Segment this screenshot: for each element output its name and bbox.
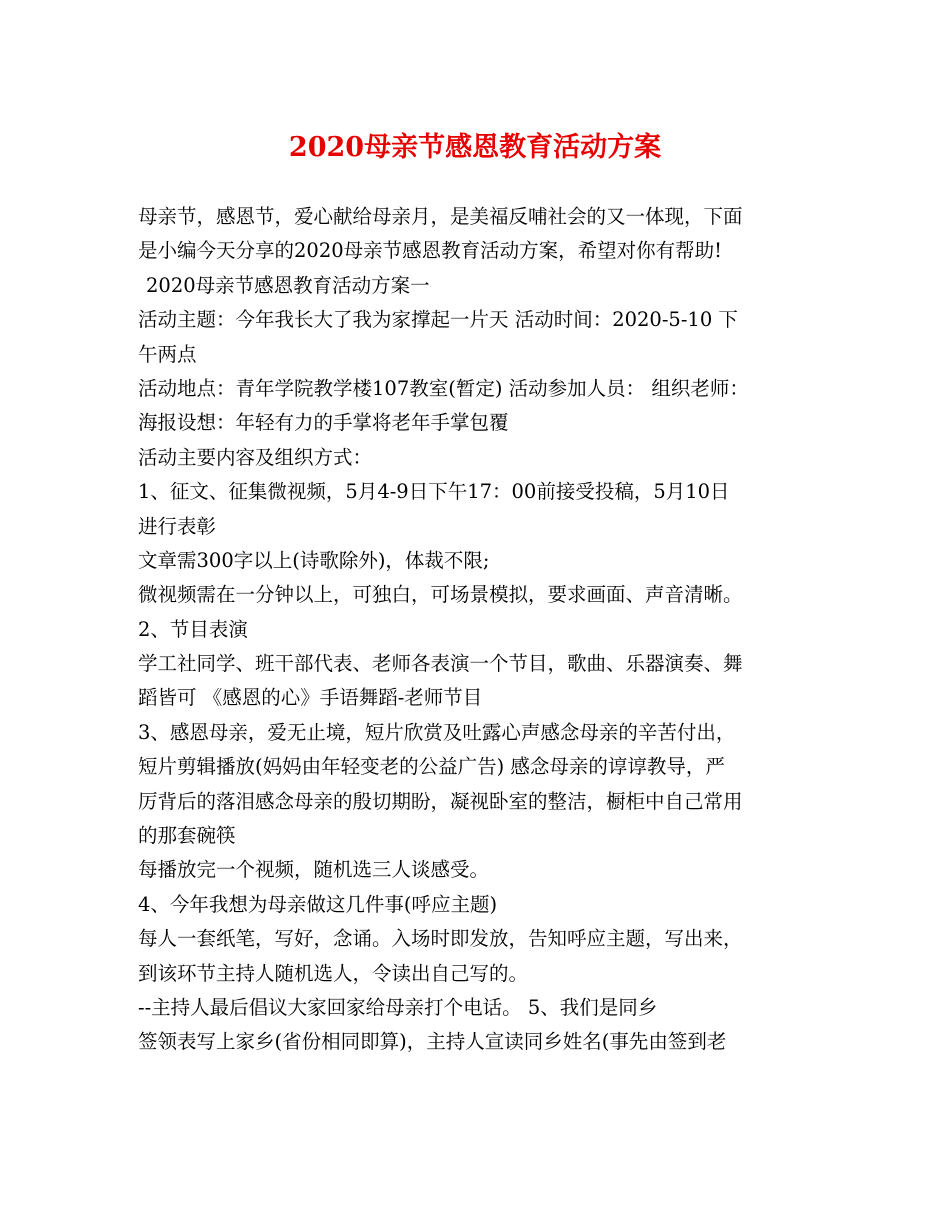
document-body	[138, 200, 828, 1060]
paragraph-line: 4、今年我想为母亲做这几件事(呼应主题)	[138, 892, 498, 916]
paragraph-line: 短片剪辑播放(妈妈由年轻变老的公益广告) 感念母亲的谆谆教导，严	[138, 755, 725, 779]
paragraph-line: 微视频需在一分钟以上，可独白，可场景模拟，要求画面、声音清晰。	[138, 583, 743, 607]
paragraph-line: 厉背后的落泪感念母亲的殷切期盼，凝视卧室的整洁，橱柜中自己常用	[138, 789, 743, 813]
document-title: 2020母亲节感恩教育活动方案	[288, 132, 662, 163]
paragraph-line: 2、节目表演	[138, 617, 248, 641]
paragraph-line: --主持人最后倡议大家回家给母亲打个电话。 5、我们是同乡	[138, 995, 658, 1019]
section-heading: 2020母亲节感恩教育活动方案一	[146, 273, 430, 297]
paragraph-line: 每播放完一个视频，随机选三人谈感受。	[138, 858, 490, 882]
paragraph-line: 活动地点：青年学院教学楼107教室(暂定) 活动参加人员： 组织老师：	[138, 376, 749, 400]
paragraph-line: 活动主要内容及组织方式：	[138, 445, 373, 469]
paragraph-line: 海报设想：年轻有力的手掌将老年手掌包覆	[138, 411, 509, 435]
paragraph-line: 学工社同学、班干部代表、老师各表演一个节目，歌曲、乐器演奏、舞	[138, 652, 743, 676]
paragraph-line: 进行表彰	[138, 514, 217, 538]
paragraph-line: 午两点	[138, 342, 197, 366]
paragraph-line: 到该环节主持人随机选人，令读出自己写的。	[138, 961, 529, 985]
paragraph-line: 是小编今天分享的2020母亲节感恩教育活动方案，希望对你有帮助!	[138, 239, 722, 263]
paragraph-line: 1、征文、征集微视频，5月4-9日下午17：00前接受投稿，5月10日	[138, 480, 730, 504]
paragraph-line: 的那套碗筷	[138, 824, 236, 848]
paragraph-line: 母亲节，感恩节，爱心献给母亲月，是美福反哺社会的又一体现，下面	[138, 205, 743, 228]
paragraph-line: 蹈皆可 《感恩的心》手语舞蹈-老师节目	[138, 686, 483, 710]
paragraph-line: 活动主题：今年我长大了我为家撑起一片天 活动时间：2020-5-10 下	[138, 308, 738, 332]
paragraph-line: 签领表写上家乡(省份相同即算)，主持人宣读同乡姓名(事先由签到老	[138, 1030, 727, 1054]
paragraph-line: 文章需300字以上(诗歌除外)，体裁不限;	[138, 548, 490, 572]
paragraph-line: 3、感恩母亲，爱无止境，短片欣赏及吐露心声感念母亲的辛苦付出，	[138, 720, 736, 744]
paragraph-line: 每人一套纸笔，写好，念诵。入场时即发放，告知呼应主题，写出来，	[138, 927, 743, 951]
